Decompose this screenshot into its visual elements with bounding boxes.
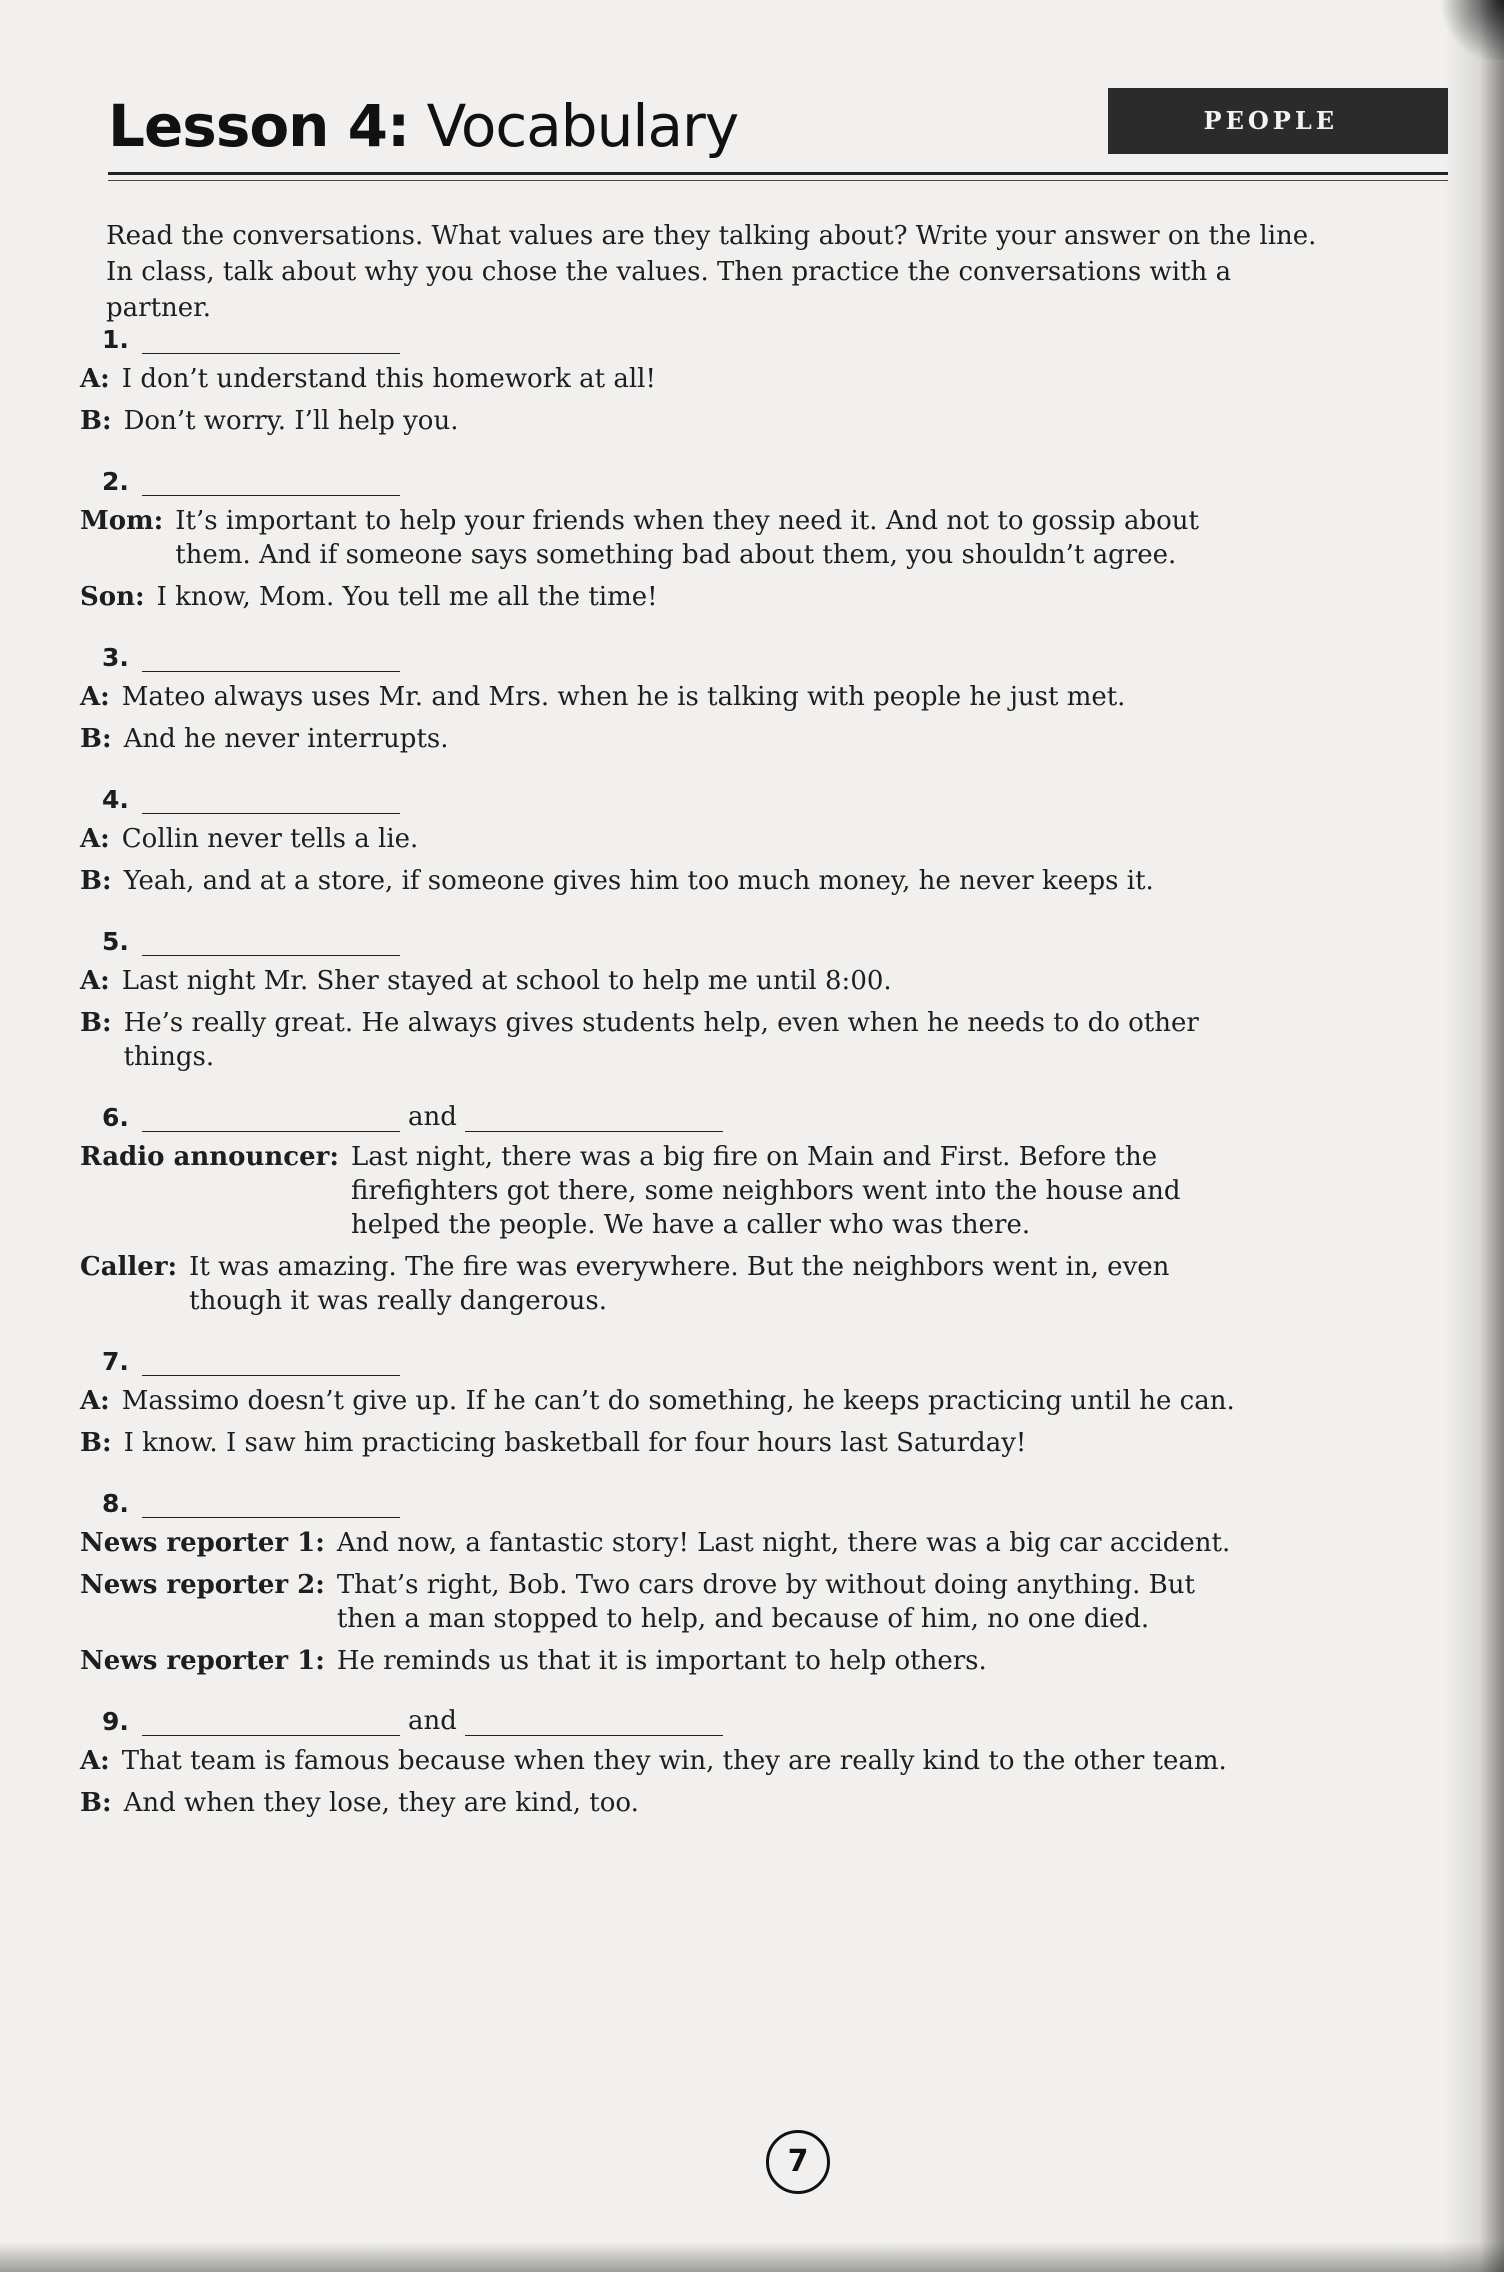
item-answer-row: [102, 1096, 1250, 1132]
speaker-label: A:: [80, 1386, 110, 1416]
speaker-label: A:: [80, 966, 110, 996]
dialogue-line: [80, 1426, 1250, 1460]
item-number: 1.: [102, 325, 129, 354]
answer-blank[interactable]: [142, 1495, 400, 1518]
speaker-label: B:: [80, 1788, 112, 1818]
item-answer-row: [102, 636, 1250, 672]
and-connector: and: [408, 1706, 457, 1736]
answer-blank[interactable]: [142, 473, 400, 496]
item-answer-row: [102, 1482, 1250, 1518]
dialogue-line: [80, 362, 1250, 396]
page-edge-shadow: [1444, 0, 1504, 2272]
speaker-label: Mom:: [80, 506, 164, 536]
dialogue-line: [80, 1140, 1250, 1242]
dialogue-text: Massimo doesn’t give up. If he can’t do something, he keeps practicing until he can.: [121, 1386, 1235, 1416]
dialogue-line: [80, 964, 1250, 998]
dialogue-text: And now, a fantastic story! Last night, there was a big car accident.: [336, 1528, 1231, 1558]
speaker-label: Radio announcer:: [80, 1142, 339, 1172]
dialogue-line: [80, 1568, 1250, 1636]
item-answer-row: [102, 318, 1250, 354]
speaker-label: A:: [80, 824, 110, 854]
exercise-item: [80, 778, 1250, 898]
dialogue-text: Last night Mr. Sher stayed at school to help me until 8:00.: [121, 966, 892, 996]
exercise-item: [80, 460, 1250, 614]
item-number: 3.: [102, 643, 129, 672]
lesson-header: [108, 92, 1448, 182]
dialogue-line: [80, 822, 1250, 856]
dialogue-text: And when they lose, they are kind, too.: [123, 1788, 639, 1818]
dialogue-text: That’s right, Bob. Two cars drove by without doing anything. But then a man stopped to help, and because of him, no one died.: [336, 1570, 1195, 1634]
speaker-label: News reporter 2:: [80, 1570, 325, 1600]
dialogue-line: [80, 1384, 1250, 1418]
exercise-item: [80, 318, 1250, 438]
answer-blank[interactable]: [142, 649, 400, 672]
speaker-label: B:: [80, 1008, 112, 1038]
page-title: [108, 92, 738, 160]
speaker-label: News reporter 1:: [80, 1646, 325, 1676]
dialogue-text: It’s important to help your friends when they need it. And not to gossip about them. And if someone says something bad about them, you shouldn’t agree.: [175, 506, 1199, 570]
answer-blank[interactable]: [142, 331, 400, 354]
dialogue-text: He reminds us that it is important to help others.: [336, 1646, 987, 1676]
dialogue-text: Don’t worry. I’ll help you.: [123, 406, 459, 436]
item-number: 7.: [102, 1347, 129, 1376]
answer-blank[interactable]: [142, 1713, 400, 1736]
speaker-label: A:: [80, 364, 110, 394]
header-rule-thick: [108, 172, 1448, 175]
item-answer-row: [102, 1340, 1250, 1376]
dialogue-text: It was amazing. The fire was everywhere. But the neighbors went in, even though it was really dangerous.: [189, 1252, 1170, 1316]
item-answer-row: [102, 920, 1250, 956]
speaker-label: B:: [80, 866, 112, 896]
speaker-label: News reporter 1:: [80, 1528, 325, 1558]
item-number: 2.: [102, 467, 129, 496]
exercise-item: [80, 1096, 1250, 1318]
speaker-label: B:: [80, 406, 112, 436]
dialogue-text: I know. I saw him practicing basketball for four hours last Saturday!: [123, 1428, 1027, 1458]
dialogue-text: That team is famous because when they win, they are really kind to the other team.: [121, 1746, 1227, 1776]
item-number: 8.: [102, 1489, 129, 1518]
dialogue-line: [80, 504, 1250, 572]
answer-blank[interactable]: [142, 1109, 400, 1132]
title-lesson-number: Lesson 4:: [108, 92, 410, 160]
dialogue-text: Collin never tells a lie.: [121, 824, 419, 854]
answer-blank-second[interactable]: [465, 1109, 723, 1132]
dialogue-text: And he never interrupts.: [123, 724, 449, 754]
exercise-item: [80, 1340, 1250, 1460]
exercise-list: [80, 318, 1250, 1842]
dialogue-line: [80, 404, 1250, 438]
dialogue-line: [80, 864, 1250, 898]
dialogue-line: [80, 722, 1250, 756]
exercise-item: [80, 636, 1250, 756]
speaker-label: B:: [80, 724, 112, 754]
item-answer-row: [102, 1700, 1250, 1736]
dialogue-text: I know, Mom. You tell me all the time!: [156, 582, 658, 612]
answer-blank[interactable]: [142, 1353, 400, 1376]
dialogue-line: [80, 1006, 1250, 1074]
header-rule: [108, 172, 1448, 178]
title-topic: Vocabulary: [409, 92, 739, 160]
item-answer-row: [102, 778, 1250, 814]
item-number: 9.: [102, 1707, 129, 1736]
dialogue-line: [80, 1250, 1250, 1318]
dialogue-line: [80, 580, 1250, 614]
page-number: 7: [766, 2130, 830, 2194]
instructions: Read the conversations. What values are they talking about? Write your answer on the line. In class, talk about why you chose the values. Then practice the conversations with a partner.: [106, 221, 1317, 323]
and-connector: and: [408, 1102, 457, 1132]
dialogue-text: Last night, there was a big fire on Main and First. Before the firefighters got there, some neighbors went into the house and helped the people. We have a caller who was there.: [350, 1142, 1181, 1240]
item-number: 4.: [102, 785, 129, 814]
answer-blank-second[interactable]: [465, 1713, 723, 1736]
exercise-item: [80, 1700, 1250, 1820]
speaker-label: A:: [80, 682, 110, 712]
dialogue-line: [80, 1644, 1250, 1678]
item-answer-row: [102, 460, 1250, 496]
item-number: 6.: [102, 1103, 129, 1132]
page-corner-shadow: [1434, 0, 1504, 60]
speaker-label: Caller:: [80, 1252, 178, 1282]
header-rule-thin: [108, 180, 1448, 181]
answer-blank[interactable]: [142, 933, 400, 956]
section-badge: PEOPLE: [1108, 88, 1448, 154]
speaker-label: B:: [80, 1428, 112, 1458]
speaker-label: A:: [80, 1746, 110, 1776]
dialogue-text: Yeah, and at a store, if someone gives him too much money, he never keeps it.: [123, 866, 1154, 896]
dialogue-text: I don’t understand this homework at all!: [121, 364, 656, 394]
dialogue-line: [80, 1744, 1250, 1778]
speaker-label: Son:: [80, 582, 145, 612]
dialogue-text: He’s really great. He always gives students help, even when he needs to do other things.: [123, 1008, 1199, 1072]
exercise-item: [80, 1482, 1250, 1678]
dialogue-text: Mateo always uses Mr. and Mrs. when he is talking with people he just met.: [121, 682, 1126, 712]
item-number: 5.: [102, 927, 129, 956]
page-bottom-shadow: [0, 2242, 1504, 2272]
exercise-item: [80, 920, 1250, 1074]
dialogue-line: [80, 680, 1250, 714]
dialogue-line: [80, 1526, 1250, 1560]
answer-blank[interactable]: [142, 791, 400, 814]
dialogue-line: [80, 1786, 1250, 1820]
